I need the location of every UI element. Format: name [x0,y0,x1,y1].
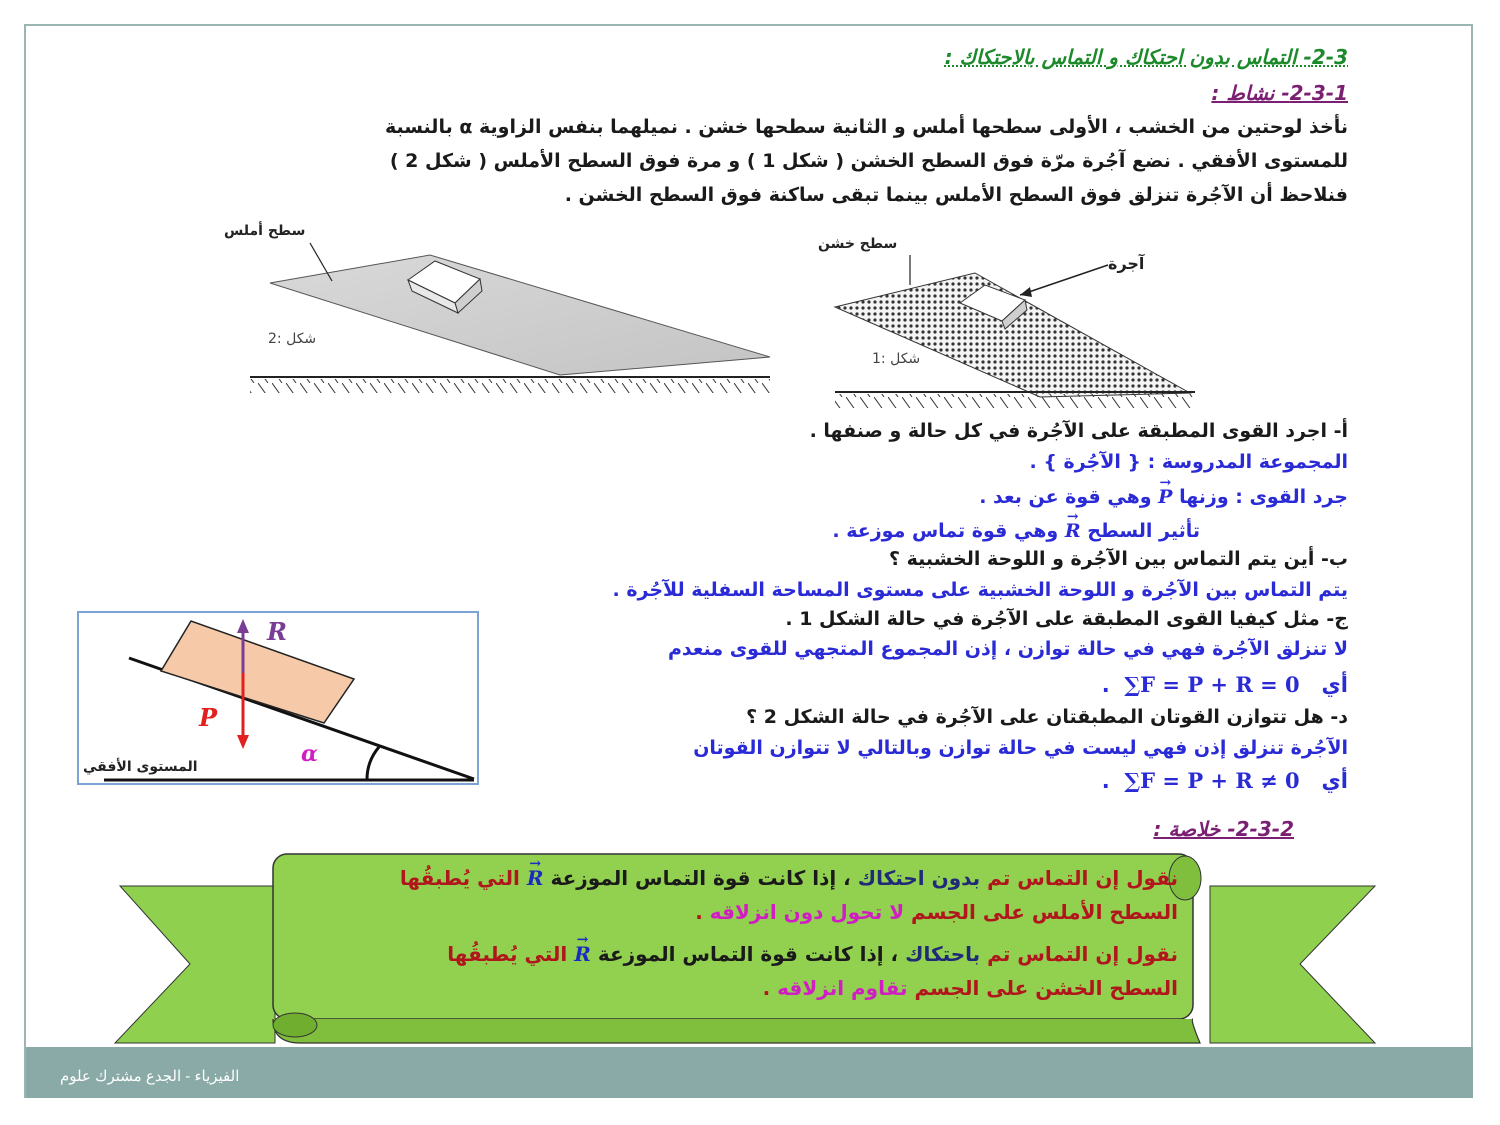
equation-d-math: ∑F = P + R ≠ 0 [1124,768,1300,793]
forces-support: تأثير السطح → R وهي قوة تماس موزعة . [832,516,1200,544]
studied-system: المجموعة المدروسة : { الآجُرة } . [1029,451,1348,473]
activity-title: 2-3-1- نشاط : [1211,81,1348,105]
figure-1-rough-plane [835,255,1195,408]
section-title: 2-3- التماس بدون احتكاك و التماس بالاحتكاك : [944,45,1348,69]
banner-line-2: السطح الأملس على الجسم لا تحول دون انزلاقه . [695,900,1178,924]
forces-weight: جرد القوى : وزنها → P وهي قوة عن بعد . [979,482,1348,510]
equation-c-math: ∑F = P + R = 0 [1124,672,1300,697]
smooth-surface-label: سطح أملس [224,223,306,239]
intro-line-3: فنلاحظ أن الآجُرة تنزلق فوق السطح الأملس بينما تبقى ساكنة فوق السطح الخشن . [564,184,1348,206]
answer-c: لا تنزلق الآجُرة فهي في حالة توازن ، إذن المجموع المتجهي للقوى منعدم [668,638,1348,660]
rough-surface-label: سطح خشن [818,236,898,252]
figure-2-caption: شكل :2 [268,331,317,347]
footer-text: الفيزياء - الجدع مشترك علوم [60,1068,240,1085]
conclusion-title: 2-3-2- خلاصة : [1153,817,1294,841]
inclined-planes-figure [230,215,1230,410]
question-a: أ- اجرد القوى المطبقة على الآجُرة في كل حالة و صنفها . [809,420,1348,442]
brick-label: آجرة [1108,254,1145,273]
equation-c: أي ∑F = P + R = 0 . [1101,672,1348,697]
force-diagram-inset [77,611,479,785]
footer-bar [26,1047,1473,1098]
inset-alpha: α [301,741,318,767]
inset-vector-r: R [267,617,287,646]
intro-line-1: نأخذ لوحتين من الخشب ، الأولى سطحها أملس و الثانية سطحها خشن . نميلهما بنفس الزاوية α بالنسبة [384,116,1348,138]
equation-d: أي ∑F = P + R ≠ 0 . [1101,768,1348,793]
answer-b: يتم التماس بين الآجُرة و اللوحة الخشبية على مستوى المساحة السفلية للآجُرة . [612,579,1348,601]
banner-line-1: نقول إن التماس تم بدون احتكاك ، إذا كانت قوة التماس الموزعة → R التي يُطبقُها [400,862,1178,892]
question-c: ج- مثل كيفيا القوى المطبقة على الآجُرة في حالة الشكل 1 . [785,608,1348,630]
banner-line-3: نقول إن التماس تم باحتكاك ، إذا كانت قوة التماس الموزعة → R التي يُطبقُها [447,938,1178,968]
inset-horizontal-label: المستوى الأفقي [83,759,198,775]
question-d: د- هل تتوازن القوتان المطبقتان على الآجُرة في حالة الشكل 2 ؟ [746,706,1348,728]
figure-1-caption: شكل :1 [872,351,921,367]
inset-vector-p: P [199,703,218,732]
intro-line-2: للمستوى الأفقي . نضع آجُرة مرّة فوق السطح الخشن ( شكل 1 ) و مرة فوق السطح الأملس ( شكل 2 ) [389,150,1348,172]
figure-2-smooth-plane [250,243,770,393]
answer-d: الآجُرة تنزلق إذن فهي ليست في حالة توازن وبالتالي لا تتوازن القوتان [693,737,1348,759]
question-b: ب- أين يتم التماس بين الآجُرة و اللوحة الخشبية ؟ [889,548,1348,570]
banner-line-4: السطح الخشن على الجسم تقاوم انزلاقه . [762,976,1178,1000]
